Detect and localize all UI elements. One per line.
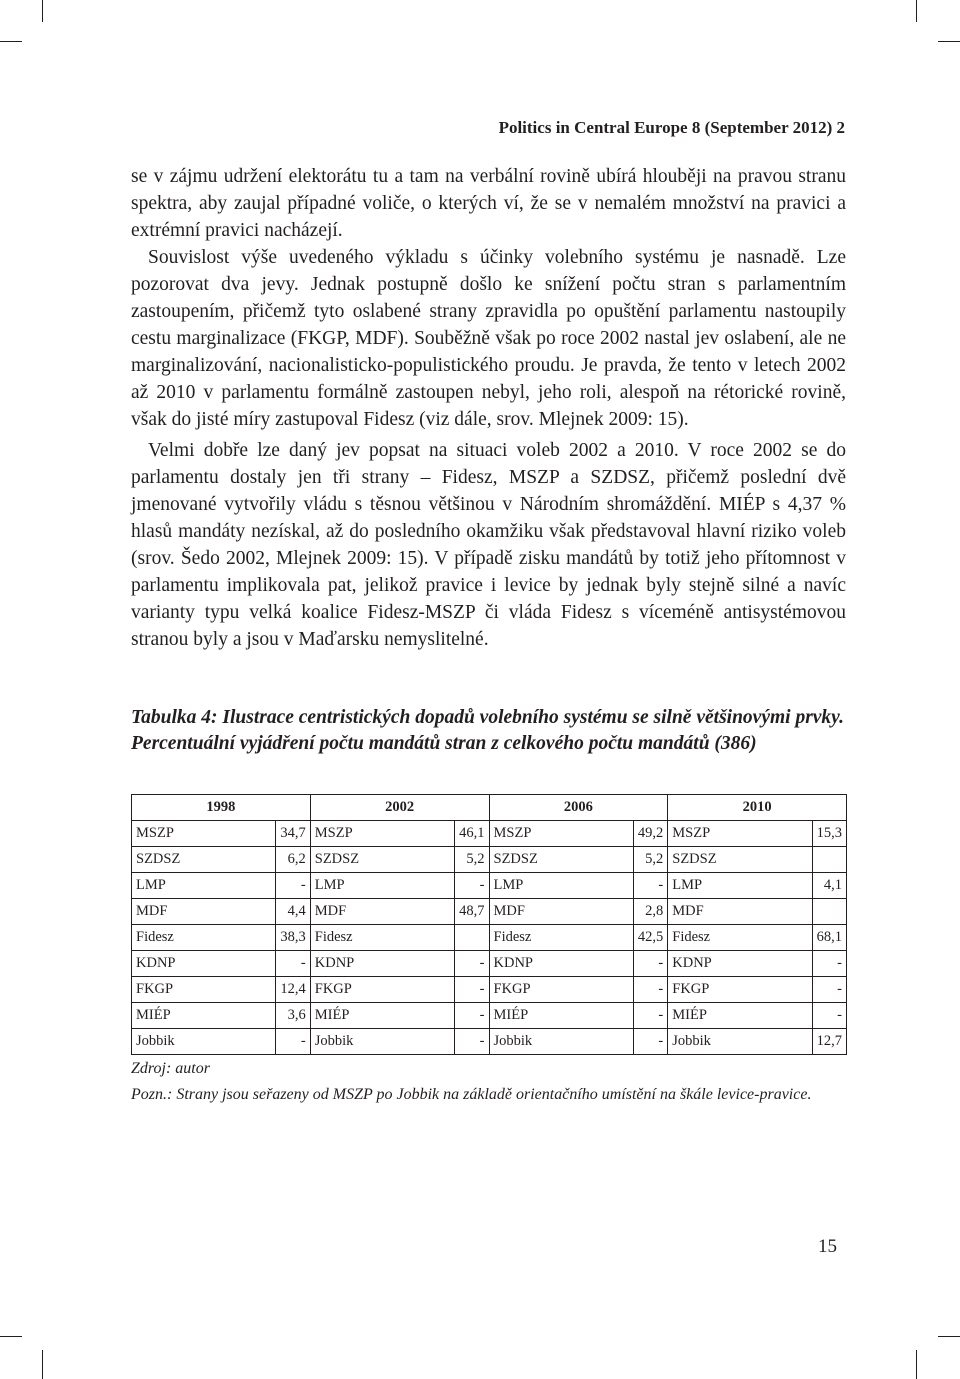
value-cell: 15,3 xyxy=(812,821,846,847)
value-cell: - xyxy=(812,951,846,977)
party-cell: MDF xyxy=(310,899,454,925)
value-cell xyxy=(455,925,489,951)
party-cell: LMP xyxy=(668,873,812,899)
party-cell: Jobbik xyxy=(489,1029,633,1055)
paragraph: Souvislost výše uvedeného výkladu s účinky volebního systému je nasnadě. Lze pozorovat dva jevy. Jednak postupně došlo ke snížení počtu stran s parlamentním zastoupením, přičemž tyto oslabené strany zpravidla po opuštění parlamentu nastoupily cestu marginalizace (FKGP, MDF). Souběžně však po roce 2002 nastal jev oslabení, ale ne marginalizování, nacionalisticko-populistického proudu. Je pravda, že tento v letech 2002 až 2010 v parlamentu formálně zastoupen nebyl, jeho roli, alespoň na rétorické rovině, však do jisté míry zastupoval Fidesz (viz dále, srov. Mlejnek 2009: 15). xyxy=(131,247,846,430)
party-cell: LMP xyxy=(310,873,454,899)
table-note: Pozn.: Strany jsou seřazeny od MSZP po Jobbik na základě orientačního umístění na škále levice-pravice. xyxy=(131,1086,812,1103)
crop-mark xyxy=(938,1336,960,1337)
party-cell: Jobbik xyxy=(668,1029,812,1055)
value-cell: 48,7 xyxy=(455,899,489,925)
party-cell: Fidesz xyxy=(489,925,633,951)
value-cell: - xyxy=(276,1029,310,1055)
party-cell: KDNP xyxy=(668,951,812,977)
party-cell: Fidesz xyxy=(668,925,812,951)
year-header: 1998 xyxy=(132,795,311,821)
paragraph: Velmi dobře lze daný jev popsat na situaci voleb 2002 a 2010. V roce 2002 se do parlamentu dostaly jen tři strany – Fidesz, MSZP a SZDSZ, přičemž poslední dvě jmenované vytvořily vládu s těsnou většinou v Národním shromáždění. MIÉP s 4,37 % hlasů mandáty nezískal, až do posledního okamžiku však představoval hlavní riziko voleb (srov. Šedo 2002, Mlejnek 2009: 15). V případě zisku mandátů by totiž jeho přítomnost v parlamentu implikovala pat, jelikož pravice i levice by jednak byly stejně silné a navíc varianty typu velká koalice Fidesz-MSZP či vláda Fidesz s víceméně antisystémovou stranou byly a jsou v Maďarsku nemyslitelné. xyxy=(131,440,846,650)
value-cell: 68,1 xyxy=(812,925,846,951)
party-cell: MIÉP xyxy=(310,1003,454,1029)
party-cell: Jobbik xyxy=(132,1029,276,1055)
party-cell: SZDSZ xyxy=(310,847,454,873)
value-cell: - xyxy=(633,951,667,977)
value-cell: 4,4 xyxy=(276,899,310,925)
value-cell: 5,2 xyxy=(455,847,489,873)
party-cell: SZDSZ xyxy=(668,847,812,873)
value-cell: - xyxy=(812,1003,846,1029)
table-header-row xyxy=(132,795,847,821)
value-cell: - xyxy=(633,1003,667,1029)
value-cell: 5,2 xyxy=(633,847,667,873)
table-row xyxy=(132,951,847,977)
value-cell xyxy=(812,847,846,873)
value-cell: 42,5 xyxy=(633,925,667,951)
value-cell: 2,8 xyxy=(633,899,667,925)
table-row xyxy=(132,847,847,873)
value-cell: 4,1 xyxy=(812,873,846,899)
crop-mark xyxy=(916,1350,917,1379)
party-cell: LMP xyxy=(489,873,633,899)
value-cell: - xyxy=(455,951,489,977)
party-cell: MIÉP xyxy=(489,1003,633,1029)
value-cell: - xyxy=(455,1003,489,1029)
table-row xyxy=(132,821,847,847)
crop-mark xyxy=(0,1336,22,1337)
page-number: 15 xyxy=(818,1236,837,1257)
year-header: 2002 xyxy=(310,795,489,821)
table-body xyxy=(132,821,847,1055)
value-cell: 34,7 xyxy=(276,821,310,847)
running-header: Politics in Central Europe 8 (September 2012) 2 xyxy=(498,118,845,137)
party-cell: Jobbik xyxy=(310,1029,454,1055)
party-cell: SZDSZ xyxy=(132,847,276,873)
crop-mark xyxy=(42,0,43,22)
table-row xyxy=(132,873,847,899)
party-cell: KDNP xyxy=(132,951,276,977)
party-cell: SZDSZ xyxy=(489,847,633,873)
mandates-table xyxy=(131,794,847,1055)
crop-mark xyxy=(0,41,22,42)
table-row xyxy=(132,1003,847,1029)
crop-mark xyxy=(916,0,917,22)
value-cell: - xyxy=(455,977,489,1003)
value-cell: - xyxy=(276,951,310,977)
party-cell: MSZP xyxy=(132,821,276,847)
value-cell: 46,1 xyxy=(455,821,489,847)
value-cell: 3,6 xyxy=(276,1003,310,1029)
party-cell: MIÉP xyxy=(132,1003,276,1029)
value-cell: - xyxy=(276,873,310,899)
value-cell: 12,7 xyxy=(812,1029,846,1055)
table-row xyxy=(132,925,847,951)
value-cell: - xyxy=(633,873,667,899)
party-cell: MSZP xyxy=(489,821,633,847)
party-cell: FKGP xyxy=(489,977,633,1003)
party-cell: Fidesz xyxy=(132,925,276,951)
party-cell: Fidesz xyxy=(310,925,454,951)
party-cell: KDNP xyxy=(489,951,633,977)
party-cell: KDNP xyxy=(310,951,454,977)
party-cell: LMP xyxy=(132,873,276,899)
value-cell xyxy=(812,899,846,925)
value-cell: 12,4 xyxy=(276,977,310,1003)
party-cell: MIÉP xyxy=(668,1003,812,1029)
crop-mark xyxy=(938,41,960,42)
value-cell: - xyxy=(633,1029,667,1055)
table-row xyxy=(132,899,847,925)
party-cell: MSZP xyxy=(668,821,812,847)
year-header: 2006 xyxy=(489,795,668,821)
value-cell: - xyxy=(455,1029,489,1055)
party-cell: FKGP xyxy=(668,977,812,1003)
table-row xyxy=(132,977,847,1003)
value-cell: 38,3 xyxy=(276,925,310,951)
value-cell: - xyxy=(455,873,489,899)
table-caption: Tabulka 4: Ilustrace centristických dopadů volebního systému se silně většinovými prvky. Percentuální vyjádření počtu mandátů stran z celkového počtu mandátů (386) xyxy=(131,707,844,754)
party-cell: FKGP xyxy=(310,977,454,1003)
crop-mark xyxy=(42,1350,43,1379)
party-cell: MDF xyxy=(668,899,812,925)
year-header: 2010 xyxy=(668,795,847,821)
value-cell: - xyxy=(633,977,667,1003)
paragraph: se v zájmu udržení elektorátu tu a tam na verbální rovině ubírá hlouběji na pravou stranu spektra, aby zaujal případné voliče, o kterých ví, že se v nemalém množství na pravici a extrémní pravici nacházejí. xyxy=(131,166,846,241)
party-cell: MDF xyxy=(489,899,633,925)
party-cell: MSZP xyxy=(310,821,454,847)
table-source: Zdroj: autor xyxy=(131,1060,210,1077)
party-cell: FKGP xyxy=(132,977,276,1003)
value-cell: 49,2 xyxy=(633,821,667,847)
party-cell: MDF xyxy=(132,899,276,925)
table-row xyxy=(132,1029,847,1055)
value-cell: 6,2 xyxy=(276,847,310,873)
value-cell: - xyxy=(812,977,846,1003)
body-text xyxy=(131,163,846,653)
